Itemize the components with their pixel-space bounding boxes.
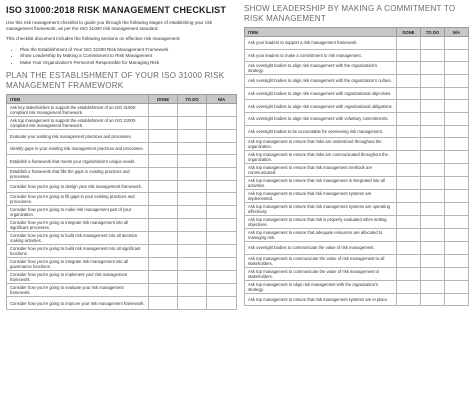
done-checkbox-cell[interactable] [397,293,421,306]
leadership-item-row [245,203,469,216]
leadership-item-item-text: Ask top management to communicate the value of risk management to all stakeholders. [245,254,397,267]
plan-item-row [7,193,237,206]
plan-item-row [7,206,237,219]
na-checkbox-cell[interactable] [445,242,469,255]
plan-item-row [7,297,237,310]
todo-checkbox-cell[interactable] [421,125,445,138]
na-checkbox-cell[interactable] [207,155,237,168]
todo-checkbox-cell[interactable] [178,117,207,130]
todo-checkbox-cell[interactable] [421,203,445,216]
leadership-item-item-text: Ask top management to ensure that risk management methods are communicated. [245,164,397,177]
todo-checkbox-cell[interactable] [421,151,445,164]
plan-item-item-text: Consider how you're going to fill gaps in your existing practices and procedures. [7,193,149,206]
done-checkbox-cell[interactable] [397,280,421,293]
plan-item-item-text: Consider how you're going to improve your risk management framework. [7,297,149,310]
leadership-item-row [245,280,469,293]
na-checkbox-cell[interactable] [445,37,469,50]
plan-item-item-text: Identify gaps in your existing risk management practices and processes. [7,142,149,155]
todo-checkbox-cell[interactable] [421,49,445,62]
todo-checkbox-cell[interactable] [421,112,445,125]
na-checkbox-cell[interactable] [445,254,469,267]
na-checkbox-cell[interactable] [445,87,469,100]
todo-checkbox-cell[interactable] [421,177,445,190]
na-checkbox-cell[interactable] [445,280,469,293]
leadership-item-item-text: Ask oversight bodies to align risk management with the organization's culture. [245,75,397,88]
na-checkbox-cell[interactable] [445,49,469,62]
todo-checkbox-cell[interactable] [178,232,207,245]
na-checkbox-cell[interactable] [445,151,469,164]
na-checkbox-cell[interactable] [445,164,469,177]
na-checkbox-cell[interactable] [207,193,237,206]
leadership-item-item-text: Ask oversight bodies to align risk management with organizational objectives. [245,87,397,100]
leadership-item-row [245,112,469,125]
na-checkbox-cell[interactable] [207,258,237,271]
todo-checkbox-cell[interactable] [178,284,207,297]
done-checkbox-cell[interactable] [149,117,178,130]
leadership-item-row [245,37,469,50]
na-checkbox-cell[interactable] [445,138,469,151]
todo-checkbox-cell[interactable] [178,271,207,284]
todo-checkbox-cell[interactable] [421,100,445,113]
done-checkbox-cell[interactable] [397,190,421,203]
na-checkbox-cell[interactable] [207,297,237,310]
leadership-item-item-text: Ask top management to communicate the value of risk management to stakeholders. [245,267,397,280]
todo-checkbox-cell[interactable] [178,167,207,180]
done-checkbox-cell[interactable] [397,112,421,125]
item-column-header: ITEM [245,28,397,37]
done-checkbox-cell[interactable] [149,284,178,297]
right-column [244,4,468,306]
leadership-item-item-text: Ask oversight bodies to align risk management with the organization's strategy. [245,62,397,75]
na-checkbox-cell[interactable] [207,142,237,155]
leadership-item-item-text: Ask top management to ensure that risks are understood throughout the organization. [245,138,397,151]
done-checkbox-cell[interactable] [149,193,178,206]
todo-checkbox-cell[interactable] [421,164,445,177]
done-checkbox-cell[interactable] [397,100,421,113]
done-checkbox-cell[interactable] [397,37,421,50]
done-checkbox-cell[interactable] [149,206,178,219]
done-checkbox-cell[interactable] [397,203,421,216]
leadership-item-row [245,75,469,88]
todo-checkbox-cell[interactable] [421,267,445,280]
leadership-item-row [245,242,469,255]
plan-item-row [7,219,237,232]
leadership-item-row [245,177,469,190]
leadership-item-row [245,254,469,267]
todo-checkbox-cell[interactable] [178,193,207,206]
done-checkbox-cell[interactable] [397,125,421,138]
plan-item-item-text: Ask key stakeholders to support the establishment of an ISO 31000-compliant risk management framework. [7,104,149,117]
na-column-header: N/A [445,28,469,37]
plan-item-item-text: Establish a framework that meets your organization's unique needs. [7,155,149,168]
na-column-header: N/A [207,95,237,104]
todo-checkbox-cell[interactable] [178,258,207,271]
leadership-section-title: SHOW LEADERSHIP BY MAKING A COMMITMENT TO RISK MANAGEMENT [244,4,456,23]
plan-item-item-text: Evaluate your existing risk management practices and processes. [7,130,149,143]
leadership-item-row [245,267,469,280]
plan-section-title: PLAN THE ESTABLISHMENT OF YOUR ISO 31000 RISK MANAGEMENT FRAMEWORK [6,71,225,90]
plan-item-row [7,142,237,155]
done-checkbox-cell[interactable] [149,297,178,310]
na-checkbox-cell[interactable] [445,100,469,113]
done-checkbox-cell[interactable] [397,164,421,177]
done-checkbox-cell[interactable] [149,155,178,168]
plan-item-item-text: Establish a framework that fills the gaps in existing practices and processes. [7,167,149,180]
leadership-item-row [245,138,469,151]
todo-column-header: TO DO [178,95,207,104]
leadership-item-row [245,100,469,113]
na-checkbox-cell[interactable] [207,219,237,232]
item-column-header: ITEM [7,95,149,104]
intro-paragraph-sections: This checklist document includes the following sections on effective risk management: [6,36,181,42]
na-checkbox-cell[interactable] [445,125,469,138]
todo-checkbox-cell[interactable] [178,104,207,117]
todo-checkbox-cell[interactable] [421,254,445,267]
na-checkbox-cell[interactable] [445,62,469,75]
done-checkbox-cell[interactable] [149,142,178,155]
section-list-item: • Plan the Establishment of Your ISO 31000 Risk Management Framework [20,47,236,54]
todo-checkbox-cell[interactable] [421,87,445,100]
todo-checkbox-cell[interactable] [421,216,445,229]
plan-item-row [7,180,237,193]
leadership-checklist-table [244,27,469,306]
left-column [6,4,236,310]
done-checkbox-cell[interactable] [397,62,421,75]
leadership-item-row [245,49,469,62]
section-list-item: • Make Your Organization's Personnel Responsible for Managing Risk [20,60,236,67]
todo-checkbox-cell[interactable] [421,138,445,151]
todo-checkbox-cell[interactable] [178,219,207,232]
leadership-item-row [245,216,469,229]
section-list [6,47,236,67]
todo-checkbox-cell[interactable] [178,130,207,143]
done-checkbox-cell[interactable] [397,242,421,255]
section-list-item: • Show Leadership by Making a Commitment to Risk Management [20,53,236,60]
na-checkbox-cell[interactable] [207,232,237,245]
plan-item-item-text: Consider how you're going to build risk management into all decision making activities. [7,232,149,245]
done-checkbox-cell[interactable] [397,138,421,151]
leadership-item-item-text: Ask top management to ensure that risk management systems are implemented. [245,190,397,203]
done-checkbox-cell[interactable] [149,245,178,258]
leadership-item-item-text: Ask top management to ensure that risk management systems are operating effectively. [245,203,397,216]
leadership-item-row [245,229,469,242]
leadership-item-item-text: Ask oversight bodies to align risk management with voluntary commitments. [245,112,397,125]
done-column-header: DONE [397,28,421,37]
done-checkbox-cell[interactable] [149,130,178,143]
plan-item-item-text: Consider how you're going to integrate risk management into all significant processes. [7,219,149,232]
done-checkbox-cell[interactable] [397,87,421,100]
leadership-item-item-text: Ask your leaders to make a commitment to risk management. [245,49,397,62]
todo-checkbox-cell[interactable] [421,190,445,203]
todo-checkbox-cell[interactable] [178,180,207,193]
todo-checkbox-cell[interactable] [421,37,445,50]
done-checkbox-cell[interactable] [149,180,178,193]
leadership-item-item-text: Ask top management to align risk management with the organization's strategy. [245,280,397,293]
leadership-item-row [245,151,469,164]
intro-paragraph: Use this risk management checklist to guide you through the following stages of establishing your risk management framework, as per the ISO 31000 risk management standard. [6,20,213,32]
na-checkbox-cell[interactable] [445,75,469,88]
todo-checkbox-cell[interactable] [421,293,445,306]
na-checkbox-cell[interactable] [445,190,469,203]
leadership-item-row [245,87,469,100]
done-checkbox-cell[interactable] [149,219,178,232]
done-checkbox-cell[interactable] [149,232,178,245]
todo-checkbox-cell[interactable] [178,142,207,155]
na-checkbox-cell[interactable] [445,112,469,125]
leadership-item-row [245,164,469,177]
todo-checkbox-cell[interactable] [178,155,207,168]
na-checkbox-cell[interactable] [207,167,237,180]
done-checkbox-cell[interactable] [397,49,421,62]
table-header-row [245,28,469,37]
leadership-item-item-text: Ask top management to ensure that risks are communicated throughout the organization. [245,151,397,164]
plan-item-item-text: Ask top management to support the establishment of an ISO 31000-compliant risk management framework. [7,117,149,130]
leadership-item-item-text: Ask top management to ensure that risk is properly evaluated when setting objectives. [245,216,397,229]
leadership-item-item-text: Ask your leaders to support a risk management framework. [245,37,397,50]
na-checkbox-cell[interactable] [207,180,237,193]
plan-checklist-body [7,104,237,310]
done-checkbox-cell[interactable] [149,271,178,284]
na-checkbox-cell[interactable] [207,271,237,284]
leadership-item-item-text: Ask top management to ensure that risk management is integrated into all activities. [245,177,397,190]
todo-checkbox-cell[interactable] [421,62,445,75]
na-checkbox-cell[interactable] [207,284,237,297]
todo-checkbox-cell[interactable] [421,75,445,88]
plan-item-row [7,258,237,271]
na-checkbox-cell[interactable] [207,130,237,143]
done-checkbox-cell[interactable] [149,104,178,117]
plan-item-row [7,284,237,297]
na-checkbox-cell[interactable] [207,104,237,117]
table-header-row [7,95,237,104]
done-checkbox-cell[interactable] [397,254,421,267]
leadership-item-row [245,190,469,203]
leadership-item-item-text: Ask top management to ensure that risk management systems are in place. [245,293,397,306]
leadership-item-row [245,62,469,75]
todo-checkbox-cell[interactable] [421,242,445,255]
done-column-header: DONE [149,95,178,104]
done-checkbox-cell[interactable] [149,167,178,180]
done-checkbox-cell[interactable] [397,267,421,280]
plan-item-row [7,232,237,245]
done-checkbox-cell[interactable] [397,216,421,229]
leadership-item-item-text: Ask oversight bodies to communicate the value of risk management. [245,242,397,255]
plan-item-item-text: Consider how you're going to design your risk management framework. [7,180,149,193]
todo-checkbox-cell[interactable] [178,297,207,310]
todo-checkbox-cell[interactable] [421,229,445,242]
leadership-item-row [245,125,469,138]
na-checkbox-cell[interactable] [207,117,237,130]
plan-item-row [7,104,237,117]
done-checkbox-cell[interactable] [397,151,421,164]
done-checkbox-cell[interactable] [149,258,178,271]
leadership-item-row [245,293,469,306]
page-title: ISO 31000:2018 RISK MANAGEMENT CHECKLIST [6,5,227,15]
na-checkbox-cell[interactable] [445,216,469,229]
done-checkbox-cell[interactable] [397,229,421,242]
plan-item-item-text: Consider how you're going to build risk management into all significant functions. [7,245,149,258]
na-checkbox-cell[interactable] [207,206,237,219]
na-checkbox-cell[interactable] [445,203,469,216]
na-checkbox-cell[interactable] [445,229,469,242]
na-checkbox-cell[interactable] [445,293,469,306]
todo-checkbox-cell[interactable] [178,245,207,258]
plan-item-item-text: Consider how you're going to integrate risk management into all governance functions. [7,258,149,271]
leadership-item-item-text: Ask oversight bodies to be accountable for overseeing risk management. [245,125,397,138]
na-checkbox-cell[interactable] [207,245,237,258]
plan-item-item-text: Consider how you're going to make risk management part of your organization. [7,206,149,219]
plan-item-row [7,167,237,180]
done-checkbox-cell[interactable] [397,177,421,190]
plan-item-row [7,155,237,168]
plan-item-row [7,117,237,130]
na-checkbox-cell[interactable] [445,177,469,190]
leadership-item-item-text: Ask top management to ensure that adequate resources are allocated to managing risk. [245,229,397,242]
plan-item-item-text: Consider how you're going to implement your risk management framework. [7,271,149,284]
plan-item-row [7,271,237,284]
todo-column-header: TO DO [421,28,445,37]
todo-checkbox-cell[interactable] [178,206,207,219]
leadership-checklist-body [245,37,469,306]
na-checkbox-cell[interactable] [445,267,469,280]
todo-checkbox-cell[interactable] [421,280,445,293]
plan-checklist-table [6,94,237,310]
plan-item-item-text: Consider how you're going to evaluate your risk management framework. [7,284,149,297]
done-checkbox-cell[interactable] [397,75,421,88]
leadership-item-item-text: Ask oversight bodies to align risk management with organizational obligations. [245,100,397,113]
plan-item-row [7,130,237,143]
plan-item-row [7,245,237,258]
